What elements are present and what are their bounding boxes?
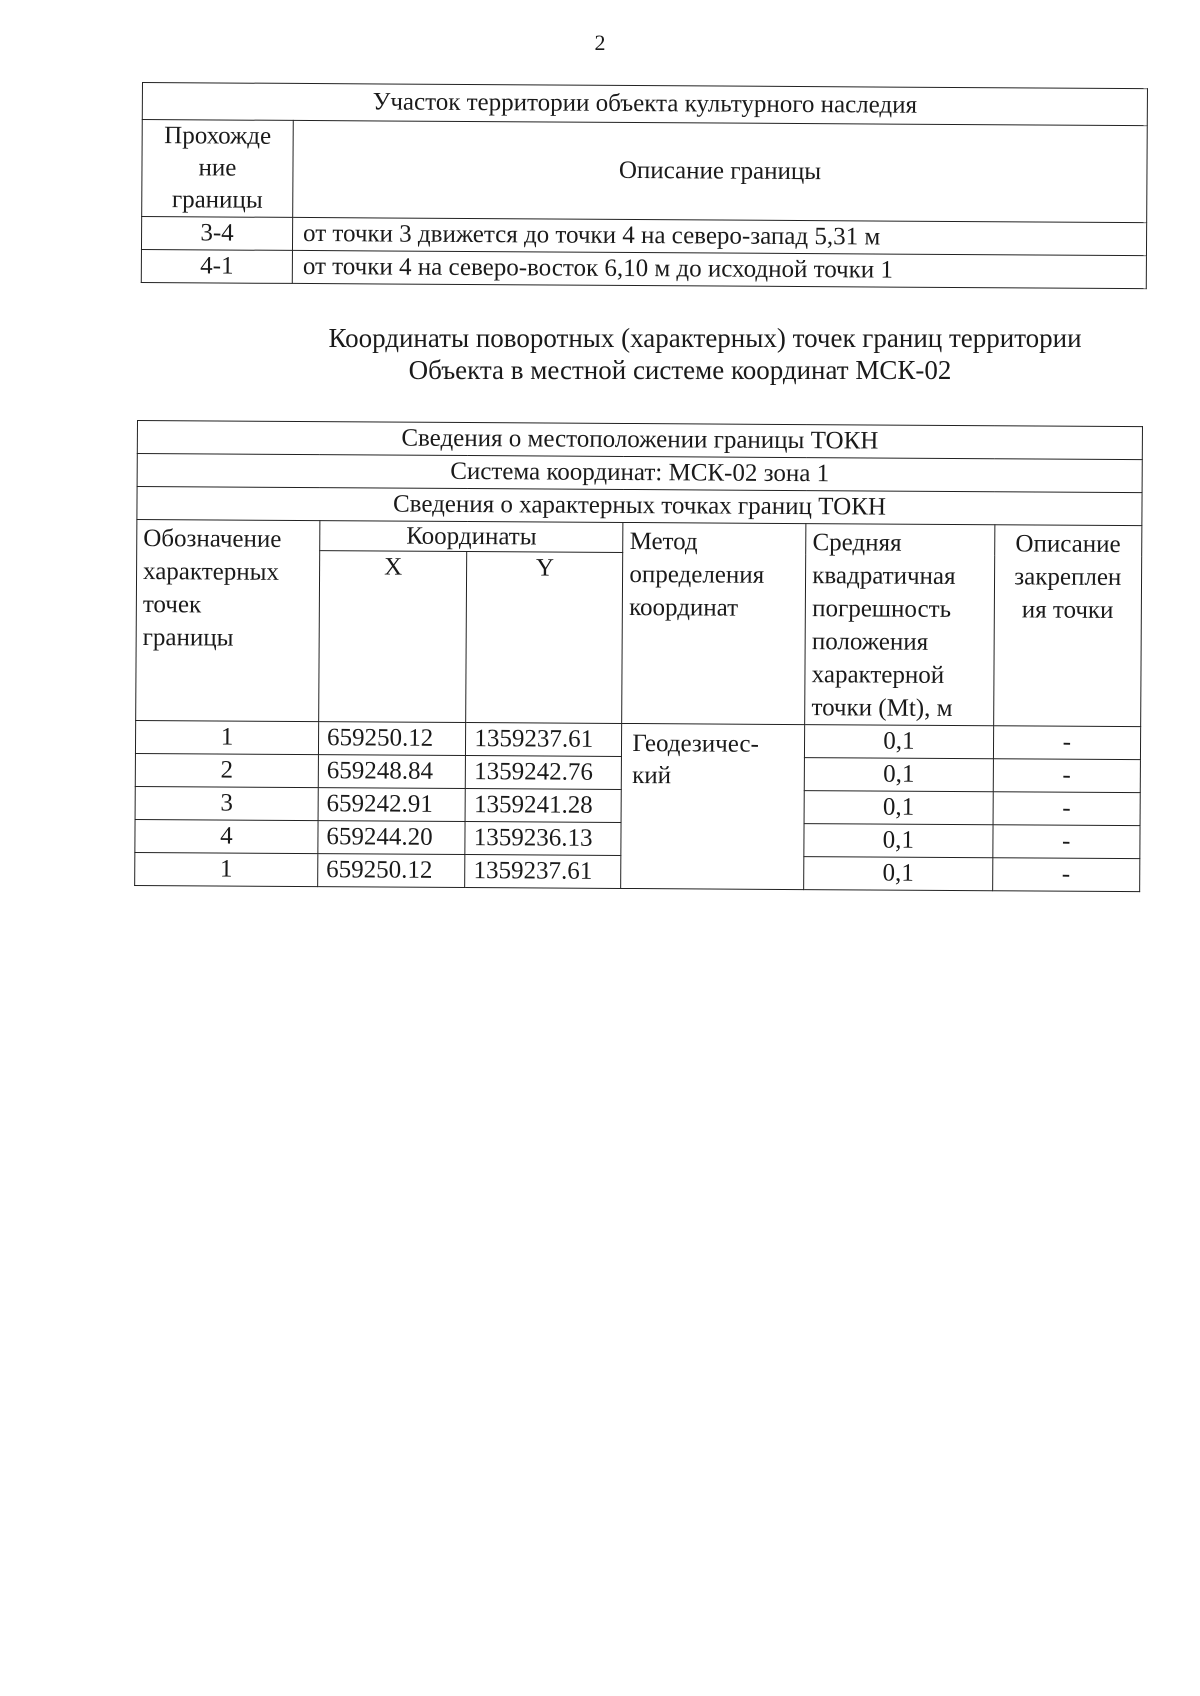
segment-cell: 4-1: [141, 249, 292, 283]
header-line: определения: [629, 561, 765, 589]
segment-header-line: границы: [171, 186, 263, 214]
coordinate-system-banner: Система координат: МСК-02 зона 1: [137, 454, 1142, 493]
table-row: [141, 249, 1146, 288]
fixing-cell: -: [993, 792, 1141, 826]
fixing-header: [993, 525, 1142, 727]
x-cell: 659250.12: [318, 722, 466, 756]
coordinates-header: Координаты: [320, 521, 624, 553]
x-cell: 659242.91: [318, 788, 466, 822]
header-line: положения: [811, 628, 929, 656]
page-number: 2: [594, 30, 606, 55]
method-line: кий: [632, 762, 672, 790]
header-line: ия точки: [1021, 596, 1114, 624]
accuracy-header: [805, 524, 995, 726]
header-line: Обозначение: [143, 525, 282, 553]
point-designation-header: [136, 520, 320, 722]
fixing-cell: -: [993, 759, 1141, 793]
segment-header-line: ние: [198, 154, 237, 182]
y-cell: 1359237.61: [466, 723, 622, 757]
y-cell: 1359242.76: [466, 756, 622, 790]
description-header: Описание границы: [293, 120, 1148, 222]
header-line: Описание: [1015, 530, 1121, 559]
accuracy-cell: 0,1: [805, 725, 993, 759]
point-cell: 1: [135, 720, 318, 754]
x-cell: 659244.20: [318, 821, 466, 855]
x-cell: 659250.12: [318, 854, 466, 888]
coordinates-heading-line2: Объекта в местной системе координат МСК-02: [408, 355, 952, 385]
header-line: границы: [142, 624, 234, 652]
accuracy-cell: 0,1: [804, 791, 992, 825]
boundary-table-title: Участок территории объекта культурного наследия: [142, 83, 1147, 126]
y-cell: 1359241.28: [465, 789, 621, 823]
header-line: Метод: [629, 528, 698, 556]
header-line: характерных: [142, 558, 280, 586]
point-cell: 1: [135, 852, 318, 886]
coordinates-table: [134, 420, 1143, 892]
description-cell: от точки 4 на северо-восток 6,10 м до исходной точки 1: [292, 250, 1146, 288]
location-banner: Сведения о местоположении границы ТОКН: [137, 421, 1142, 460]
fixing-cell: -: [993, 726, 1141, 760]
x-header: X: [319, 551, 467, 723]
header-line: погрешность: [812, 595, 952, 623]
accuracy-cell: 0,1: [804, 857, 992, 891]
header-line: точки (Mt), м: [811, 694, 953, 722]
accuracy-cell: 0,1: [805, 758, 993, 792]
description-cell: от точки 3 движется до точки 4 на северо-запад 5,31 м: [292, 217, 1146, 255]
segment-header-line: Прохожде: [164, 122, 272, 150]
points-banner: Сведения о характерных точках границ ТОКН: [137, 487, 1142, 526]
method-header: [622, 522, 806, 724]
coordinates-heading-line1: Координаты поворотных (характерных) точек границ территории: [328, 323, 1082, 353]
accuracy-cell: 0,1: [804, 824, 992, 858]
header-line: характерной: [811, 661, 945, 689]
x-cell: 659248.84: [318, 755, 466, 789]
method-cell: [621, 723, 805, 889]
segment-header: [142, 120, 294, 218]
header-line: закреплен: [1014, 563, 1122, 592]
y-header: Y: [466, 552, 623, 724]
header-line: квадратичная: [812, 562, 956, 591]
coordinates-heading: [250, 322, 1150, 386]
segment-cell: 3-4: [141, 217, 292, 251]
header-line: координат: [629, 594, 739, 622]
boundary-table: [141, 82, 1148, 289]
header-line: точек: [142, 591, 202, 619]
fixing-cell: -: [992, 858, 1140, 892]
point-cell: 3: [135, 786, 318, 820]
point-cell: 2: [135, 753, 318, 787]
y-cell: 1359237.61: [465, 855, 621, 889]
fixing-cell: -: [992, 825, 1140, 859]
method-line: Геодезичес-: [632, 730, 759, 758]
header-line: Средняя: [812, 529, 902, 557]
point-cell: 4: [135, 819, 318, 853]
y-cell: 1359236.13: [465, 822, 621, 856]
